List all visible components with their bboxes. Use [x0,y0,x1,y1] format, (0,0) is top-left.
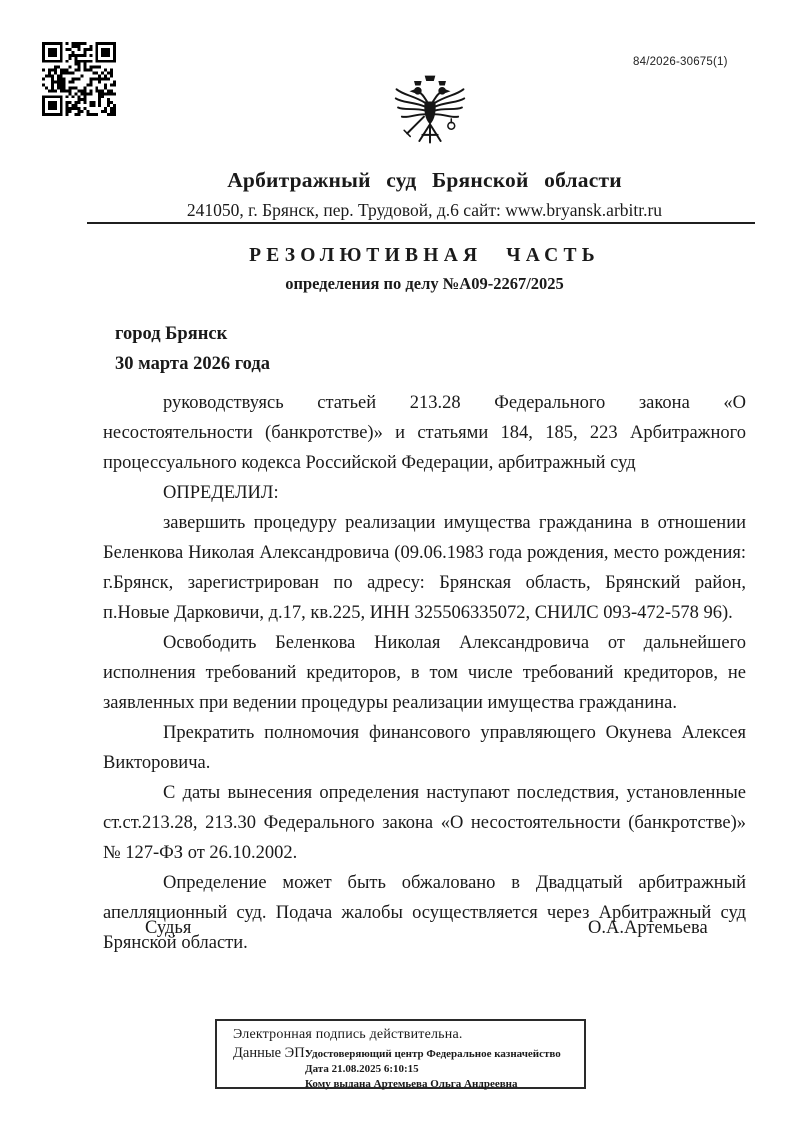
judge-name: О.А.Артемьева [588,918,708,938]
document-number: 84/2026-30675(1) [633,56,728,68]
qr-code-icon [42,42,116,116]
intro-paragraph: руководствуясь статьей 213.28 Федерального закона «О несостоятельности (банкротстве)» и статьями 184, 185, 223 Арбитражного процессуального кодекса Российской Федерации, арбитражный суд [103,393,746,473]
judge-label: Судья [145,918,192,938]
paragraph-consequences: С даты вынесения определения наступают последствия, установленные ст.ст.213.28, 213.30 Федерального закона «О несостоятельности (банкротстве)» № 127-ФЗ от 26.10.2002. [103,783,746,863]
stamp-detail-authority: Удостоверяющий центр Федеральное казначейство [305,1048,561,1060]
signature-row [103,918,746,939]
document-body [103,388,746,958]
date-line: 30 марта 2026 года [115,354,270,374]
stamp-data-label: Данные ЭП: [233,1045,309,1061]
decision-word: ОПРЕДЕЛИЛ: [163,483,279,503]
court-address: 241050, г. Брянск, пер. Трудовой, д.6 сайт: www.bryansk.arbitr.ru [186,200,663,220]
document-title: РЕЗОЛЮТИВНАЯ ЧАСТЬ [249,245,600,266]
paragraph-terminate-manager: Прекратить полномочия финансового управляющего Окунева Алексея Викторовича. [103,723,746,773]
header-divider [87,222,755,224]
place-date-block [115,319,270,379]
stamp-validity-line: Электронная подпись действительна. [233,1027,463,1042]
stamp-details [305,1047,561,1092]
coat-of-arms-icon [392,74,468,154]
stamp-detail-issued-to: Кому выдана Артемьева Ольга Андреевна [305,1078,518,1090]
stamp-detail-date: Дата 21.08.2025 6:10:15 [305,1063,419,1075]
case-number-subtitle: определения по делу №А09-2267/2025 [285,274,564,293]
court-name: Арбитражный суд Брянской области [227,168,622,192]
paragraph-appeal: Определение может быть обжаловано в Двадцатый арбитражный апелляционный суд. Подача жалобы осуществляется через Арбитражный суд Брянской области. [103,873,746,953]
paragraph-release: Освободить Беленкова Николая Александровича от дальнейшего исполнения требований кредиторов, в том числе требований кредиторов, не заявленных при ведении процедуры реализации имущества гражданина. [103,633,746,713]
paragraph-completion: завершить процедуру реализации имущества гражданина в отношении Беленкова Николая Александровича (09.06.1983 года рождения, место рождения: г.Брянск, зарегистрирован по адресу: Брянская область, Брянский район, п.Новые Дарковичи, д.17, кв.225, ИНН 325506335072, СНИЛС 093-472-578 96). [103,513,746,623]
city-line: город Брянск [115,324,228,344]
electronic-signature-stamp [215,1019,586,1089]
